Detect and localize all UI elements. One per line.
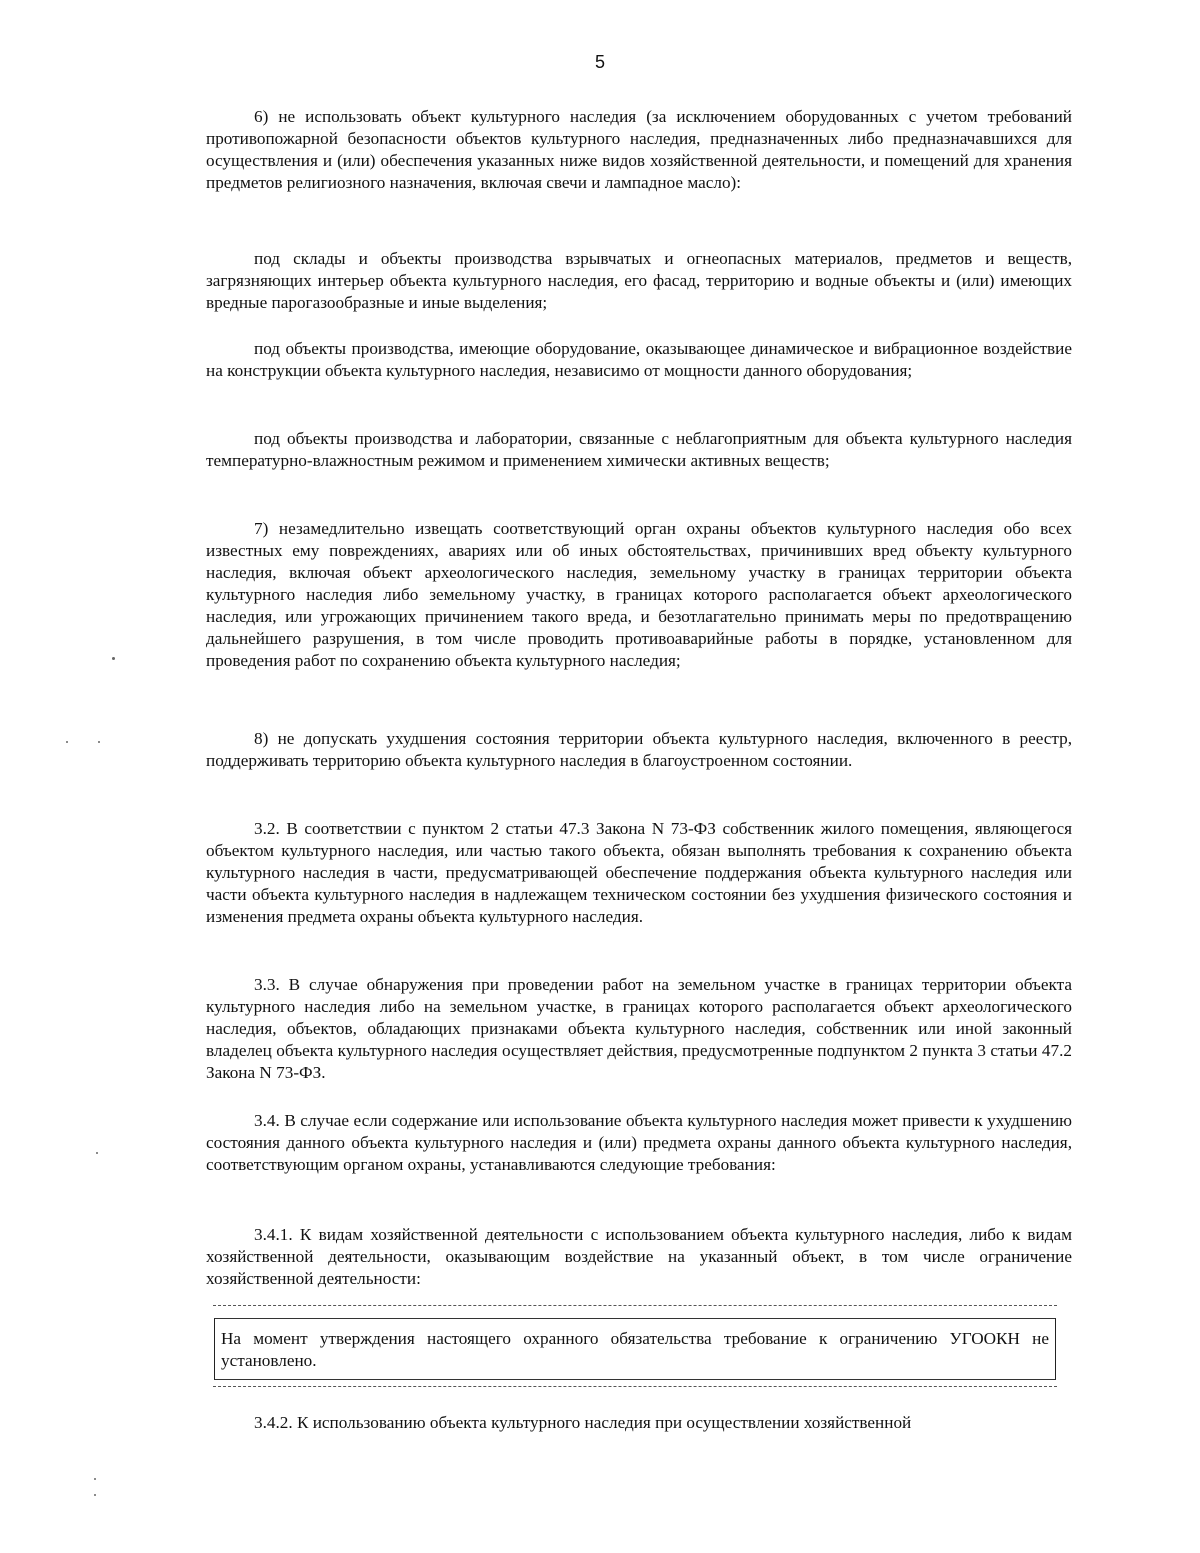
paragraph-3-4-1: 3.4.1. К видам хозяйственной деятельности с использованием объекта культурного наследия, либо к видам хозяйственной деятельности, оказывающим воздействие на указанный объект, в том числе ограничение хозяйственной деятельности: [206,1225,1072,1288]
paragraph-3-4-2: 3.4.2. К использованию объекта культурного наследия при осуществлении хозяйственной [254,1413,912,1432]
scan-speck [66,741,68,743]
restriction-note-box [214,1318,1056,1380]
paragraph-7: 7) незамедлительно извещать соответствующий орган охраны объектов культурного наследия обо всех известных ему повреждениях, авариях или об иных обстоятельствах, причинивших вред объекту культурного наследия, включая объект археологического наследия, земельному участку в границах территории объекта культурного наследия либо земельному участку, в границах которого располагается объект археологического наследия, или угрожающих причинением такого вреда, и безотлагательно принимать меры по предотвращению дальнейшего разрушения, в том числе проводить противоаварийные работы в порядке, установленном для проведения работ по сохранению объекта культурного наследия; [206,519,1072,670]
scan-speck [96,1152,98,1154]
paragraph-3-4: 3.4. В случае если содержание или использование объекта культурного наследия может привести к ухудшению состояния данного объекта культурного наследия и (или) предмета охраны данного объекта культурного наследия, соответствующим органом охраны, устанавливаются следующие требования: [206,1111,1072,1174]
paragraph-8: 8) не допускать ухудшения состояния территории объекта культурного наследия, включенного в реестр, поддерживать территорию объекта культурного наследия в благоустроенном состоянии. [206,729,1072,770]
scan-speck [94,1478,96,1480]
page-number: 5 [594,52,605,72]
paragraph-warehouses: под склады и объекты производства взрывчатых и огнеопасных материалов, предметов и веществ, загрязняющих интерьер объекта культурного наследия, его фасад, территорию и водные объекты и (или) имеющих вредные парогазообразные и иные выделения; [206,249,1072,312]
scan-speck [98,741,100,743]
paragraph-3-3: 3.3. В случае обнаружения при проведении работ на земельном участке в границах территории объекта культурного наследия либо на земельном участке, в границах которого располагается объект археологического наследия, объектов, обладающих признаками объекта культурного наследия, собственник или иной законный владелец объекта культурного наследия осуществляет действия, предусмотренные подпунктом 2 пункта 3 статьи 47.2 Закона N 73-ФЗ. [206,975,1072,1082]
box-bottom-dashed-line [213,1386,1057,1387]
box-top-dashed-line [213,1305,1057,1306]
restriction-note-text: На момент утверждения настоящего охранного обязательства требование к ограничению УГООКН не установлено. [221,1329,1049,1370]
scan-speck [94,1494,96,1496]
paragraph-laboratories: под объекты производства и лаборатории, связанные с неблагоприятным для объекта культурного наследия температурно-влажностным режимом и применением химически активных веществ; [206,429,1072,470]
scan-speck [112,657,115,660]
paragraph-vibration: под объекты производства, имеющие оборудование, оказывающее динамическое и вибрационное воздействие на конструкции объекта культурного наследия, независимо от мощности данного оборудования; [206,339,1072,380]
paragraph-6: 6) не использовать объект культурного наследия (за исключением оборудованных с учетом требований противопожарной безопасности объектов культурного наследия, предназначенных либо предназначавшихся для осуществления и (или) обеспечения указанных ниже видов хозяйственной деятельности, и помещений для хранения предметов религиозного назначения, включая свечи и лампадное масло): [206,107,1072,192]
paragraph-3-2: 3.2. В соответствии с пунктом 2 статьи 47.3 Закона N 73-ФЗ собственник жилого помещения, являющегося объектом культурного наследия, или частью такого объекта, обязан выполнять требования к сохранению объекта культурного наследия в части, предусматривающей обеспечение поддержания объекта культурного наследия или части объекта культурного наследия в надлежащем техническом состоянии без ухудшения физического состояния и изменения предмета охраны объекта культурного наследия. [206,819,1072,926]
